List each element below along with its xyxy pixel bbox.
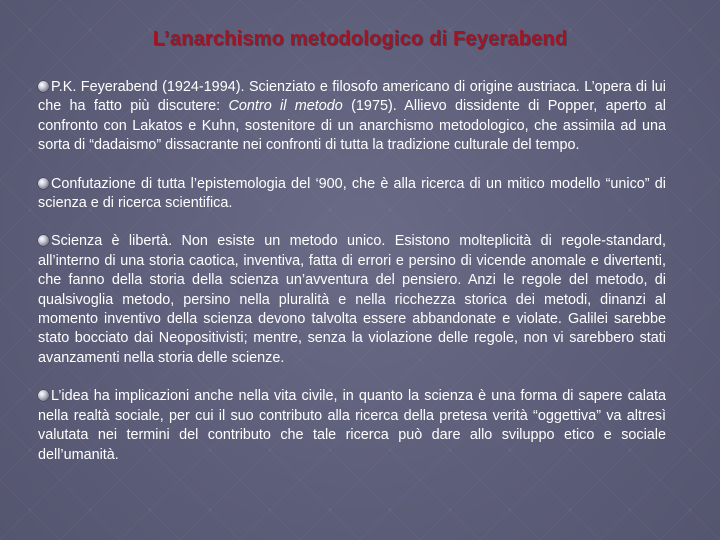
bullet-sphere-icon (38, 235, 49, 246)
paragraph-2-text: Confutazione di tutta l’epistemologia del ‘900, che è alla ricerca di un mitico modello “unico” di scienza e di ricerca scientifica. (38, 175, 666, 212)
bullet-sphere-icon (38, 390, 49, 401)
paragraph-4 (38, 387, 666, 465)
paragraph-2 (38, 175, 666, 214)
slide-title: L’anarchismo metodologico di Feyerabend (152, 28, 568, 50)
paragraph-1-text-before: P.K. Feyerabend (1924-1994). Scienziato e filosofo americano di origine austriaca. L’opera di lui che ha fatto più discutere: (38, 79, 666, 115)
bullet-sphere-icon (38, 178, 49, 189)
paragraph-4-text: L’idea ha implicazioni anche nella vita civile, in quanto la scienza è una forma di sapere calata nella realtà sociale, per cui il suo contributo alla ricerca della pretesa verità “oggettiva” va altresì valutata nei termini del contributo che tale ricerca può dare allo sviluppo etico e sociale dell’umanità. (38, 388, 666, 463)
slide-body (38, 78, 666, 465)
paragraph-1-text-after: (1975). Allievo dissidente di Popper, aperto al confronto con Lakatos e Kuhn, sostenitore di un anarchismo metodologico, che assimila ad una sorta di “dadaismo” dissacrante nei confronti di tutta la tradizione culturale del tempo. (38, 98, 666, 154)
book-title: Contro il metodo (228, 98, 343, 115)
bullet-sphere-icon (38, 81, 49, 92)
paragraph-1 (38, 78, 666, 156)
paragraph-3-text: Scienza è libertà. Non esiste un metodo unico. Esistono molteplicità di regole-standard, all’interno di una storia caotica, inventiva, fatta di errori e persino di vicende anomale e divertenti, che fanno della storia della scienza un’avventura del pensiero. Anzi le regole del metodo, di qualsivoglia metodo, persino nella pluralità e nella ricchezza storica dei metodi, dinanzi al momento inventivo della scienza devono talvolta essere abbandonate e violate. Galilei sarebbe stato bocciato dai Neopositivisti; mentre, senza la violazione delle regole, non vi sarebbero stati avanzamenti nella storia delle scienze. (38, 233, 666, 366)
paragraph-3 (38, 232, 666, 368)
